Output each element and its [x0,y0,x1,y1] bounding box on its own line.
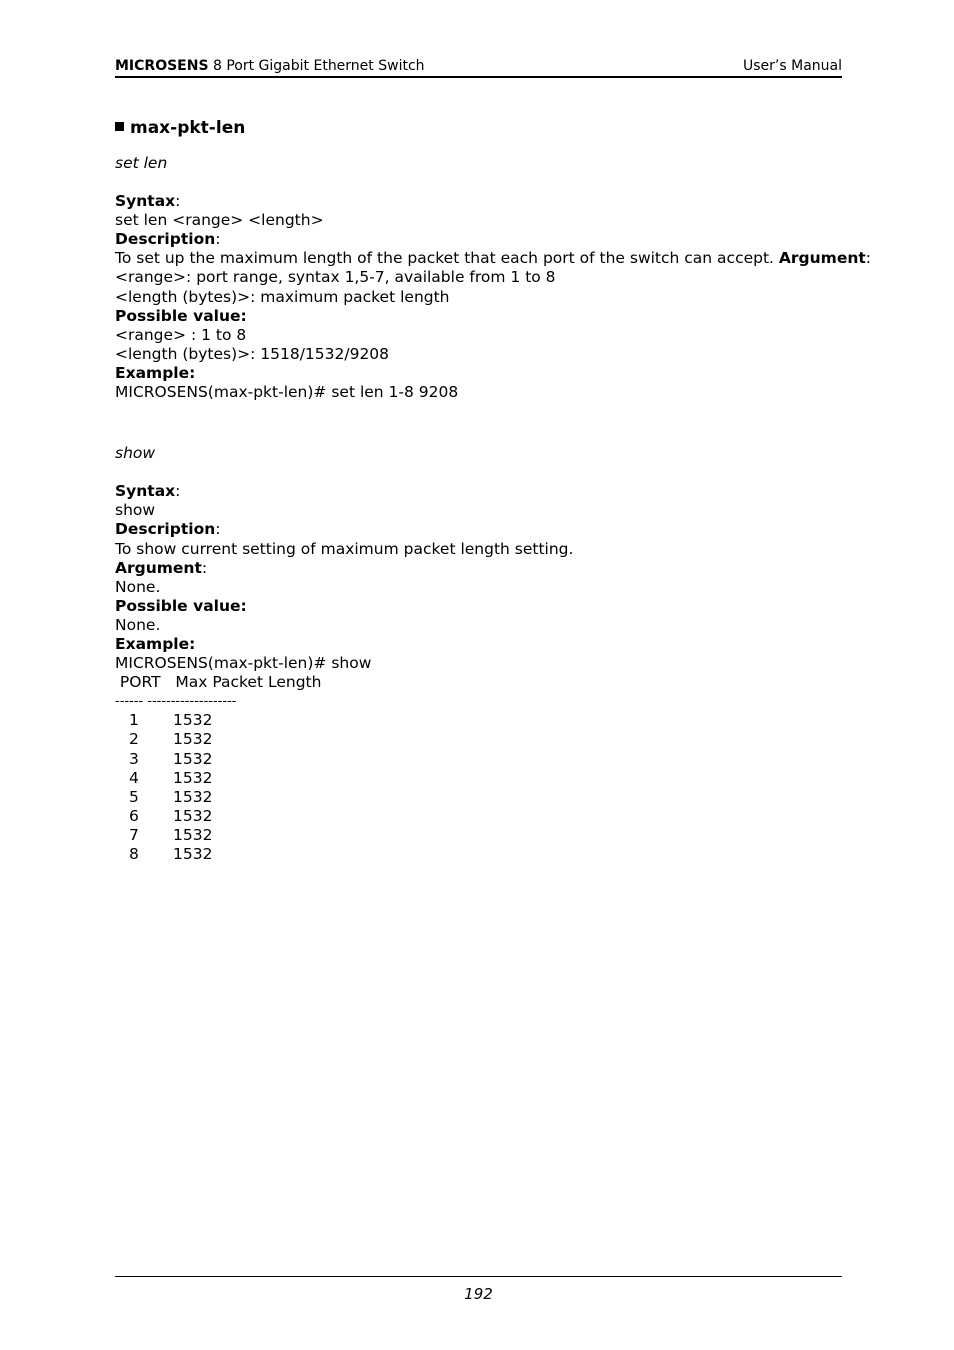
product-name: 8 Port Gigabit Ethernet Switch [208,58,425,74]
header-title [115,56,425,76]
possible-value-line: <length (bytes)>: 1518/1532/9208 [115,344,390,363]
page-number: 192 [464,1285,493,1303]
length-cell: 1532 [173,845,213,863]
table-row [115,750,855,769]
length-cell: 1532 [173,730,213,749]
table-row [115,845,855,864]
argument-text: None. [115,577,161,596]
command-name-set-len: set len [115,154,168,172]
argument-line: <range>: port range, syntax 1,5-7, available from 1 to 8 [115,268,556,287]
example-text: MICROSENS(max-pkt-len)# show [115,654,372,673]
possible-value-line: <range> : 1 to 8 [115,325,247,344]
square-bullet-icon [115,122,124,131]
length-cell: 1532 [173,711,213,730]
table-row [115,788,855,807]
port-cell: 7 [129,825,139,844]
possible-value-heading: Possible value: [115,306,247,325]
length-cell: 1532 [173,768,213,787]
description-text: To show current setting of maximum packet length setting. [115,539,574,558]
port-cell: 1 [129,711,139,730]
example-heading: Example: [115,363,196,382]
possible-value-heading: Possible value: [115,596,247,615]
port-cell: 6 [129,806,139,825]
argument-line: <length (bytes)>: maximum packet length [115,287,450,306]
section-heading [115,116,855,140]
example-text: MICROSENS(max-pkt-len)# set len 1-8 9208 [115,383,459,402]
syntax-text: set len <range> <length> [115,211,324,230]
description-text: To set up the maximum length of the packet that each port of the switch can accept. Argument: [115,249,872,268]
length-cell: 1532 [173,787,213,806]
section-title: max-pkt-len [130,118,246,138]
port-cell: 4 [129,768,139,787]
table-row [115,711,855,730]
description-heading: Description: [115,230,221,249]
description-heading: Description: [115,520,221,539]
table-header: PORT Max Packet Length [115,673,322,692]
argument-heading: Argument: [115,558,208,577]
page-content [115,116,872,864]
table-divider: ------ ------------------- [115,694,237,710]
length-cell: 1532 [173,825,213,844]
port-cell: 8 [129,845,139,863]
port-cell: 3 [129,749,139,768]
syntax-heading: Syntax: [115,192,181,211]
length-cell: 1532 [173,806,213,825]
brand-name: MICROSENS [115,58,209,74]
port-cell: 2 [129,730,139,749]
table-row [115,826,855,845]
command-name-show: show [115,444,156,463]
table-row [115,730,855,749]
manual-label: User’s Manual [743,58,842,74]
page-header [115,56,842,78]
syntax-heading: Syntax: [115,482,181,501]
port-cell: 5 [129,787,139,806]
port-table [115,711,855,864]
example-heading: Example: [115,634,196,653]
length-cell: 1532 [173,749,213,768]
page-footer [115,1276,842,1303]
table-row [115,769,855,788]
syntax-text: show [115,501,156,520]
possible-value-text: None. [115,615,161,634]
table-row [115,807,855,826]
